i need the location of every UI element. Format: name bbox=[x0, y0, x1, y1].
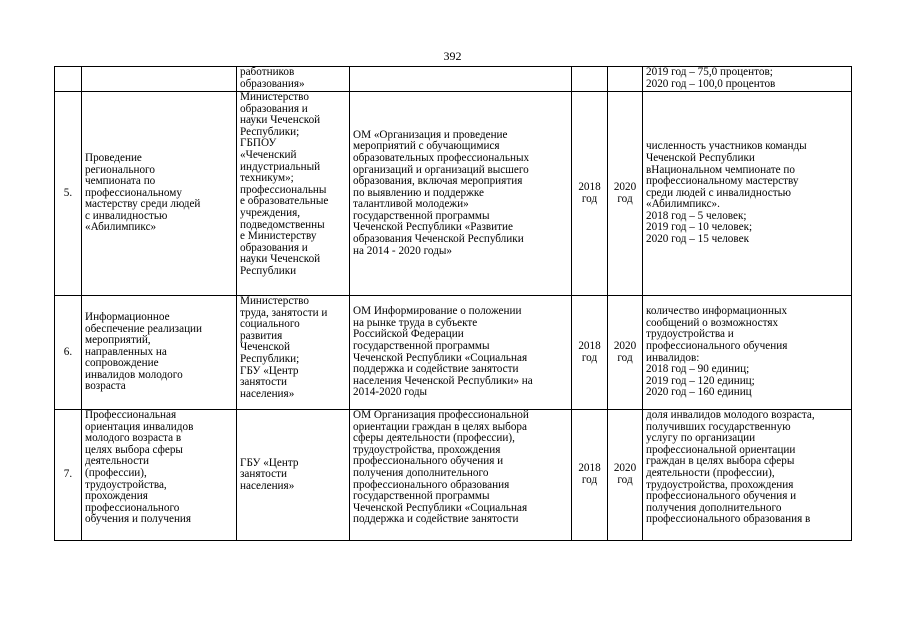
event-cell: Информационное обеспечение реализации мероприятий, направленных на сопровождение инвалидов молодого возраста bbox=[82, 296, 237, 410]
end-year-cell: 2020 год bbox=[608, 92, 643, 296]
row-number-cell: 7. bbox=[55, 410, 82, 541]
row-number-cell: 5. bbox=[55, 92, 82, 296]
start-year-cell: 2018 год bbox=[572, 410, 608, 541]
event-cell bbox=[82, 67, 237, 92]
table-row bbox=[55, 296, 852, 410]
executor-cell: ГБУ «Центр занятости населения» bbox=[237, 410, 350, 541]
indicator-cell: 2019 год – 75,0 процентов; 2020 год – 100,0 процентов bbox=[643, 67, 852, 92]
executor-cell: работников образования» bbox=[237, 67, 350, 92]
table-row bbox=[55, 67, 852, 92]
indicator-cell: количество информационных сообщений о возможностях трудоустройства и профессионального обучения инвалидов: 2018 год – 90 единиц; 2019 год – 120 единиц; 2020 год – 160 единиц bbox=[643, 296, 852, 410]
row-number-cell bbox=[55, 67, 82, 92]
end-year-cell: 2020 год bbox=[608, 410, 643, 541]
measures-table bbox=[54, 66, 852, 541]
table-row bbox=[55, 92, 852, 296]
program-cell: ОМ Организация профессиональной ориентации граждан в целях выбора сферы деятельности (профессии), трудоустройства, прохождения профессионального обучения и получения дополнительного профессионального образования государственной программы Чеченской Республики «Социальная поддержка и содействие занятости bbox=[350, 410, 572, 541]
row-number-cell: 6. bbox=[55, 296, 82, 410]
program-cell: ОМ Информирование о положении на рынке труда в субъекте Российской Федерации государственной программы Чеченской Республики «Социальная поддержка и содействие занятости населения Чеченской Республики» на 2014-2020 годы bbox=[350, 296, 572, 410]
end-year-cell: 2020 год bbox=[608, 296, 643, 410]
end-year-cell bbox=[608, 67, 643, 92]
table-row bbox=[55, 410, 852, 541]
start-year-cell: 2018 год bbox=[572, 92, 608, 296]
start-year-cell: 2018 год bbox=[572, 296, 608, 410]
program-cell bbox=[350, 67, 572, 92]
program-cell: ОМ «Организация и проведение мероприятий с обучающимися образовательных профессиональных организаций и организаций высшего образования, включая мероприятия по выявлению и поддержке талантливой молодежи» государственной программы Чеченской Республики «Развитие образования Чеченской Республики на 2014 - 2020 годы» bbox=[350, 92, 572, 296]
event-cell: Профессиональная ориентация инвалидов молодого возраста в целях выбора сферы деятельности (профессии), трудоустройства, прохождения профессионального обучения и получения bbox=[82, 410, 237, 541]
event-cell: Проведение регионального чемпионата по профессиональному мастерству среди людей с инвалидностью «Абилимпикс» bbox=[82, 92, 237, 296]
indicator-cell: доля инвалидов молодого возраста, получивших государственную услугу по организации профессиональной ориентации граждан в целях выбора сферы деятельности (профессии), трудоустройства, прохождения профессионального обучения и получения дополнительного профессионального образования в bbox=[643, 410, 852, 541]
start-year-cell bbox=[572, 67, 608, 92]
executor-cell: Министерство труда, занятости и социального развития Чеченской Республики; ГБУ «Центр занятости населения» bbox=[237, 296, 350, 410]
indicator-cell: численность участников команды Чеченской Республики вНациональном чемпионате по профессиональному мастерству среди людей с инвалидностью «Абилимпикс». 2018 год – 5 человек; 2019 год – 10 человек; 2020 год – 15 человек bbox=[643, 92, 852, 296]
page-number: 392 bbox=[443, 49, 462, 63]
executor-cell: Министерство образования и науки Чеченской Республики; ГБПОУ «Чеченский индустриальный техникум»; профессиональны е образовательные учреждения, подведомственны е Министерству образования и науки Чеченской Республики bbox=[237, 92, 350, 296]
